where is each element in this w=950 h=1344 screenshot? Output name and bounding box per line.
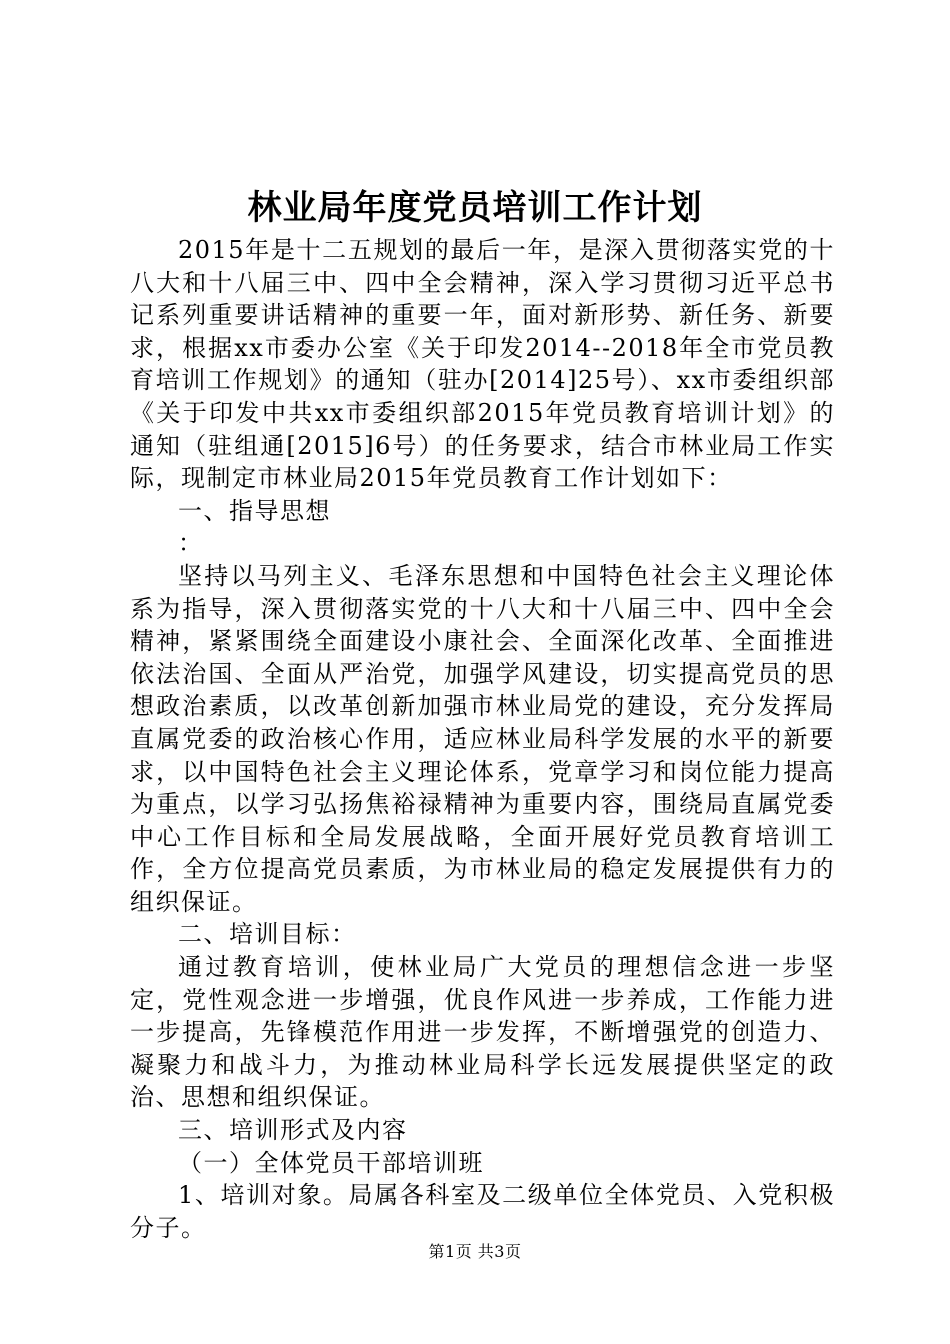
document-title: 林业局年度党员培训工作计划 — [247, 188, 703, 228]
training-goals-paragraph: 通过教育培训，使林业局广大党员的理想信念进一步坚定，党性观念进一步增强，优良作风进一步养成，工作能力进一步提高，先锋模范作用进一步发挥，不断增强党的创造力、凝聚力和战斗力，为推动林业局科学长远发展提供坚定的政治、思想和组织保证。 — [130, 953, 835, 1112]
intro-paragraph: 2015年是十二五规划的最后一年，是深入贯彻落实党的十八大和十八届三中、四中全会精神，深入学习贯彻习近平总书记系列重要讲话精神的重要一年，面对新形势、新任务、新要求，根据xx市委办公室《关于印发2014--2018年全市党员教育培训工作规划》的通知（驻办[2014]25号）、xx市委组织部《关于印发中共xx市委组织部2015年党员教育培训计划》的通知（驻组通[2015]6号）的任务要求，结合市林业局工作实际，现制定市林业局2015年党员教育工作计划如下： — [130, 236, 835, 493]
page-number-footer: 第1页 共3页 — [428, 1242, 522, 1261]
document-body — [130, 234, 835, 1244]
section-heading-guiding-ideology: 一、指导思想 — [178, 496, 331, 525]
section-heading-training-goals: 二、培训目标： — [178, 920, 357, 949]
section-heading-training-form: 三、培训形式及内容 — [178, 1116, 408, 1145]
subsection-heading-all-members: （一）全体党员干部培训班 — [178, 1148, 484, 1177]
guiding-ideology-paragraph: 坚持以马列主义、毛泽东思想和中国特色社会主义理论体系为指导，深入贯彻落实党的十八大和十八届三中、四中全会精神，紧紧围绕全面建设小康社会、全面深化改革、全面推进依法治国、全面从严治党，加强学风建设，切实提高党员的思想政治素质，以改革创新加强市林业局党的建设，充分发挥局直属党委的政治核心作用，适应林业局科学发展的水平的新要求，以中国特色社会主义理论体系，党章学习和岗位能力提高为重点，以学习弘扬焦裕禄精神为重要内容，围绕局直属党委中心工作目标和全局发展战略，全面开展好党员教育培训工作，全方位提高党员素质，为市林业局的稳定发展提供有力的组织保证。 — [130, 561, 835, 916]
training-target-item: 1、培训对象。局属各科室及二级单位全体党员、入党积极分子。 — [130, 1181, 835, 1242]
stray-colon-line: ： — [178, 529, 204, 558]
